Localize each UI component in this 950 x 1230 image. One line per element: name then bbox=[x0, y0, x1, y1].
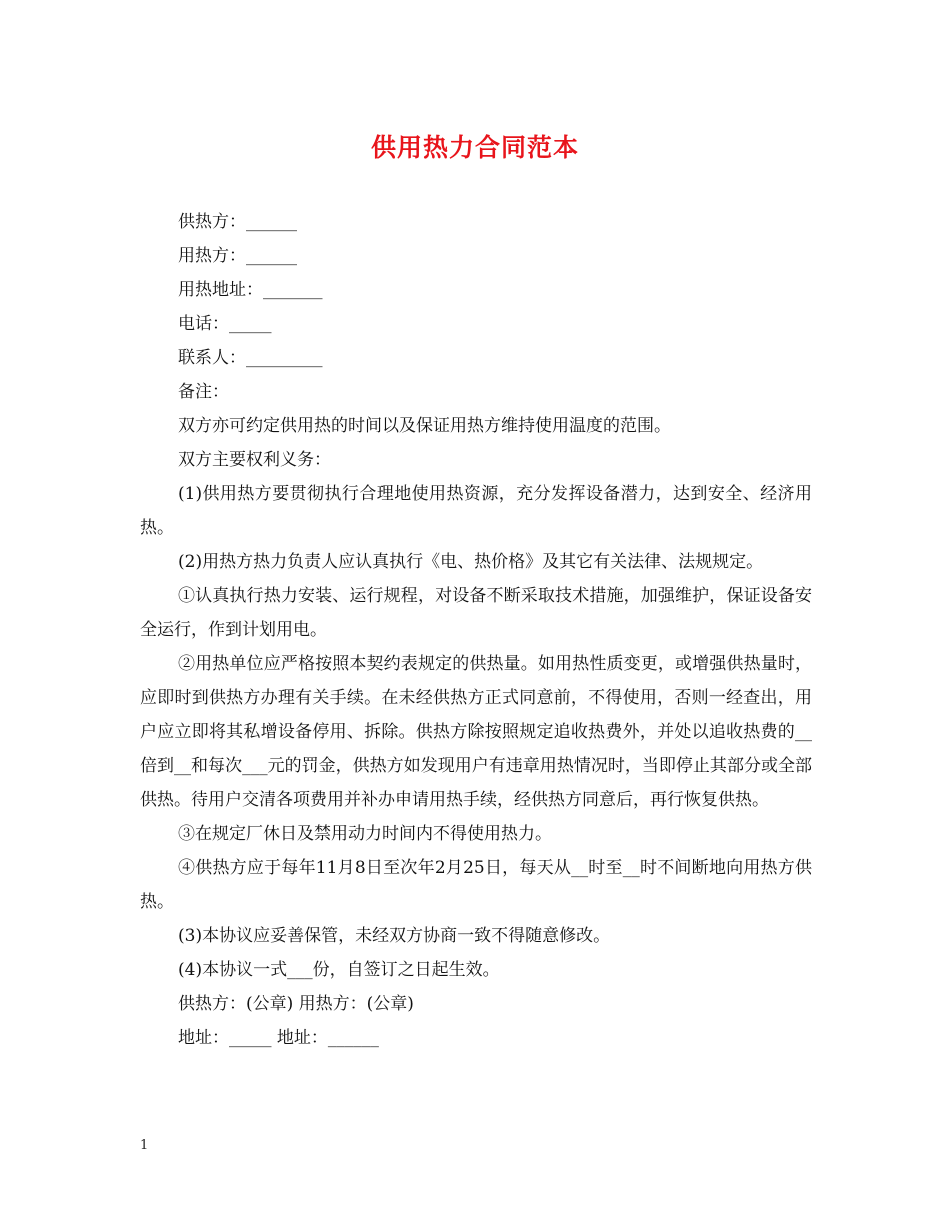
clause-2-item-1: ①认真执行热力安装、运行规程，对设备不断采取技术措施，加强维护，保证设备安全运行，作到计划用电。 bbox=[140, 586, 812, 640]
paragraph-time-agreement: 双方亦可约定供用热的时间以及保证用热方维持使用温度的范围。 bbox=[178, 416, 671, 436]
clause-2: (2)用热方热力负责人应认真执行《电、热价格》及其它有关法律、法规规定。 bbox=[178, 552, 764, 572]
document-title: 供用热力合同范本 bbox=[370, 133, 579, 162]
paragraph-rights-heading: 双方主要权利义务： bbox=[178, 450, 331, 470]
consumer-field: 用热方：______ bbox=[178, 246, 297, 266]
address-field: 用热地址：_______ bbox=[178, 280, 323, 300]
clause-2-item-4: ④供热方应于每年11月8日至次年2月25日，每天从__时至__时不间断地向用热方供热。 bbox=[140, 858, 812, 912]
clause-1: (1)供用热方要贯彻执行合理地使用热资源，充分发挥设备潜力，达到安全、经济用热。 bbox=[140, 484, 812, 538]
clause-2-item-3: ③在规定厂休日及禁用动力时间内不得使用热力。 bbox=[178, 824, 552, 844]
phone-field: 电话：_____ bbox=[178, 314, 272, 334]
supplier-field: 供热方：______ bbox=[178, 212, 297, 232]
signature-address-line: 地址：_____ 地址：______ bbox=[178, 1028, 379, 1048]
page-number: 1 bbox=[140, 1138, 149, 1153]
seal-line: 供热方：(公章) 用热方：(公章) bbox=[178, 994, 414, 1014]
contact-field: 联系人：_________ bbox=[178, 348, 323, 368]
clause-4: (4)本协议一式___份，自签订之日起生效。 bbox=[178, 960, 500, 980]
document-body bbox=[140, 205, 812, 1055]
clause-3: (3)本协议应妥善保管，未经双方协商一致不得随意修改。 bbox=[178, 926, 611, 946]
clause-2-item-2: ②用热单位应严格按照本契约表规定的供热量。如用热性质变更，或增强供热量时，应即时到供热方办理有关手续。在未经供热方正式同意前，不得使用，否则一经查出，用户应立即将其私增设备停用、拆除。供热方除按照规定追收热费外，并处以追收热费的__倍到__和每次___元的罚金，供热方如发现用户有违章用热情况时，当即停止其部分或全部供热。待用户交清各项费用并补办申请用热手续，经供热方同意后，再行恢复供热。 bbox=[140, 654, 812, 810]
remarks-label: 备注： bbox=[178, 382, 229, 402]
